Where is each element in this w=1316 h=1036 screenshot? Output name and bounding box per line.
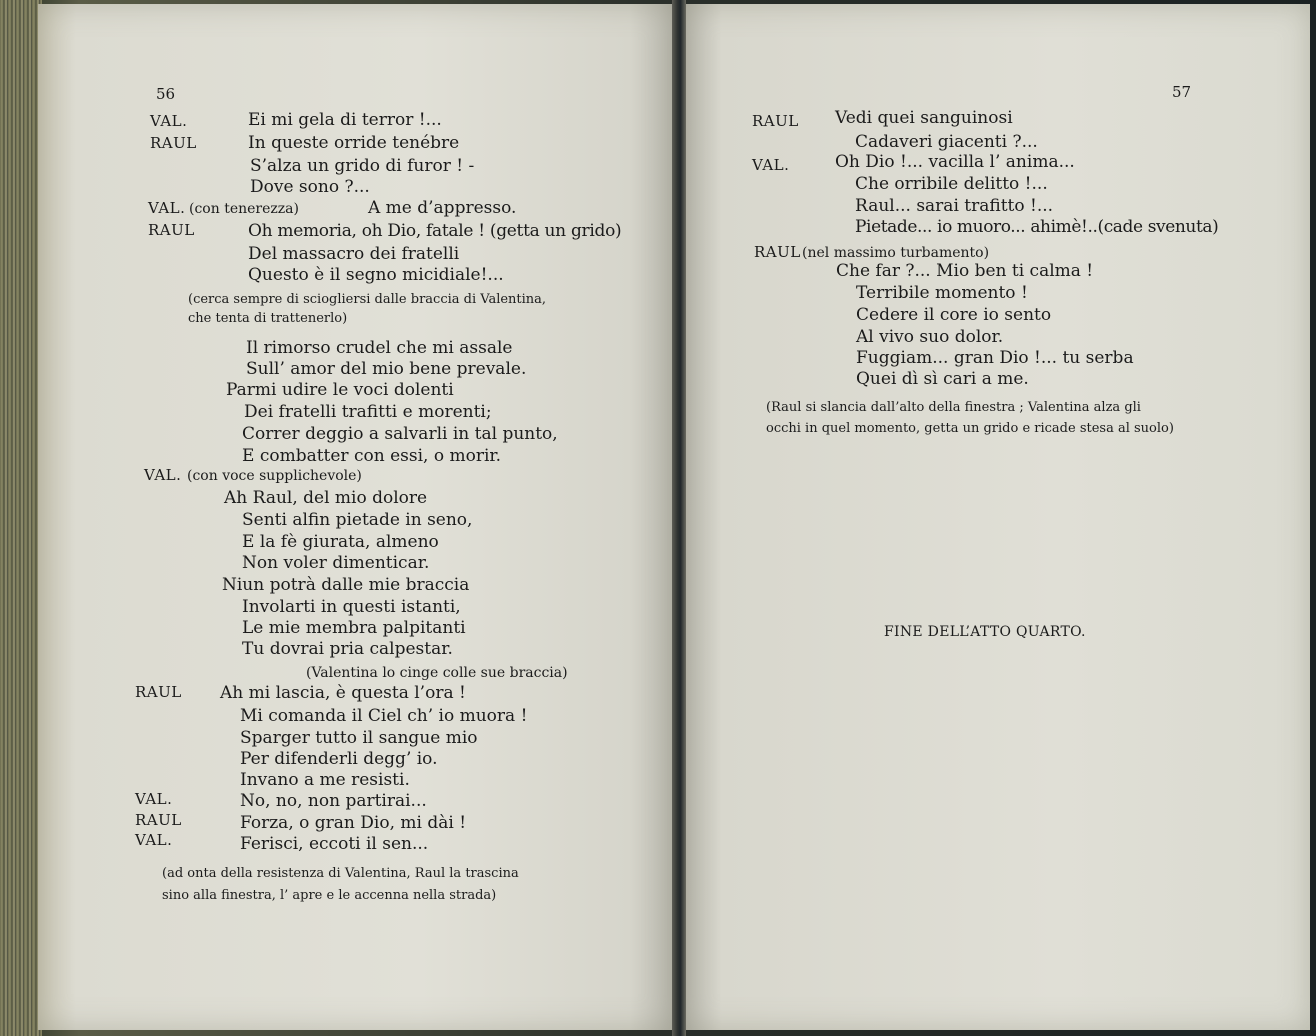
verse-line: Oh memoria, oh Dio, fatale ! (getta un grido) xyxy=(248,221,622,241)
verse-line: Invano a me resisti. xyxy=(240,770,410,790)
speaker-label: RAUL xyxy=(754,243,801,261)
verse-line: In queste orride tenébre xyxy=(248,133,460,153)
verse-line: Raul... sarai trafitto !... xyxy=(855,196,1054,216)
verse-line: Cadaveri giacenti ?... xyxy=(855,132,1038,152)
verse-line: Ah mi lascia, è questa l’ora ! xyxy=(220,683,466,703)
verse-line: E combatter con essi, o morir. xyxy=(242,446,502,466)
verse-line: Sparger tutto il sangue mio xyxy=(240,728,478,748)
right-page-number: 57 xyxy=(1172,83,1192,101)
verse-line: No, no, non partirai... xyxy=(240,791,427,811)
verse-line: Fuggiam... gran Dio !... tu serba xyxy=(856,348,1134,368)
stage-direction: (Raul si slancia dall’alto della finestra ; Valentina alza gli xyxy=(766,400,1141,415)
verse-line: Quei dì sì cari a me. xyxy=(856,369,1029,389)
verse-line: Dei fratelli trafitti e morenti; xyxy=(244,402,492,422)
speaker-label: VAL. xyxy=(150,112,188,130)
verse-line: Questo è il segno micidiale!... xyxy=(248,265,504,285)
end-of-act-note: FINE DELL’ATTO QUARTO. xyxy=(884,624,1086,640)
speaker-label: VAL. xyxy=(752,156,790,174)
verse-line: Che orribile delitto !... xyxy=(855,174,1048,194)
verse-line: Le mie membra palpitanti xyxy=(242,618,466,638)
speaker-label: VAL. xyxy=(144,466,182,484)
stage-direction: (nel massimo turbamento) xyxy=(802,245,990,261)
speaker-label: VAL. xyxy=(135,790,173,808)
stage-direction: (con tenerezza) xyxy=(189,201,299,217)
verse-line: Pietade... io muoro... ahimè!..(cade svenuta) xyxy=(855,217,1219,237)
verse-line: Vedi quei sanguinosi xyxy=(835,108,1013,128)
verse-line: Ferisci, eccoti il sen... xyxy=(240,834,429,854)
speaker-label: RAUL xyxy=(135,683,182,701)
verse-line: Niun potrà dalle mie braccia xyxy=(222,575,470,595)
page-edges xyxy=(0,0,42,1036)
book-spine xyxy=(672,0,686,1036)
stage-direction: sino alla finestra, l’ apre e le accenna nella strada) xyxy=(162,888,497,903)
verse-line: Sull’ amor del mio bene prevale. xyxy=(246,359,527,379)
verse-line: Senti alfin pietade in seno, xyxy=(242,510,473,530)
verse-line: Ei mi gela di terror !... xyxy=(248,110,442,130)
stage-direction: che tenta di trattenerlo) xyxy=(188,311,348,326)
left-page-number: 56 xyxy=(156,85,176,103)
stage-direction: (Valentina lo cinge colle sue braccia) xyxy=(306,665,568,681)
verse-line: Ah Raul, del mio dolore xyxy=(224,488,428,508)
verse-line: Forza, o gran Dio, mi dài ! xyxy=(240,813,467,833)
verse-line: Parmi udire le voci dolenti xyxy=(226,380,454,400)
stage-direction: (cerca sempre di sciogliersi dalle braccia di Valentina, xyxy=(188,292,547,307)
verse-line: Correr deggio a salvarli in tal punto, xyxy=(242,424,558,444)
verse-line: Del massacro dei fratelli xyxy=(248,244,460,264)
verse-line: Involarti in questi istanti, xyxy=(242,597,461,617)
speaker-label: RAUL xyxy=(150,134,197,152)
stage-direction: occhi in quel momento, getta un grido e ricade stesa al suolo) xyxy=(766,421,1174,436)
verse-line: Terribile momento ! xyxy=(856,283,1028,303)
verse-line: Oh Dio !... vacilla l’ anima... xyxy=(835,152,1075,172)
speaker-label: VAL. xyxy=(148,199,186,217)
stage-direction: (con voce supplichevole) xyxy=(187,468,362,484)
stage-direction: (ad onta della resistenza di Valentina, Raul la trascina xyxy=(162,866,519,881)
verse-line: Tu dovrai pria calpestar. xyxy=(242,639,453,659)
speaker-label: RAUL xyxy=(752,112,799,130)
verse-line: Per difenderli degg’ io. xyxy=(240,749,438,769)
verse-line: S’alza un grido di furor ! - xyxy=(250,156,475,176)
verse-line: Cedere il core io sento xyxy=(856,305,1052,325)
speaker-label: RAUL xyxy=(148,221,195,239)
verse-line: A me d’appresso. xyxy=(368,198,517,218)
speaker-label: VAL. xyxy=(135,831,173,849)
verse-line: E la fè giurata, almeno xyxy=(242,532,439,552)
verse-line: Al vivo suo dolor. xyxy=(856,327,1004,347)
verse-line: Non voler dimenticar. xyxy=(242,553,430,573)
speaker-label: RAUL xyxy=(135,811,182,829)
verse-line: Che far ?... Mio ben ti calma ! xyxy=(836,261,1094,281)
verse-line: Dove sono ?... xyxy=(250,177,370,197)
verse-line: Il rimorso crudel che mi assale xyxy=(246,338,513,358)
verse-line: Mi comanda il Ciel ch’ io muora ! xyxy=(240,706,528,726)
